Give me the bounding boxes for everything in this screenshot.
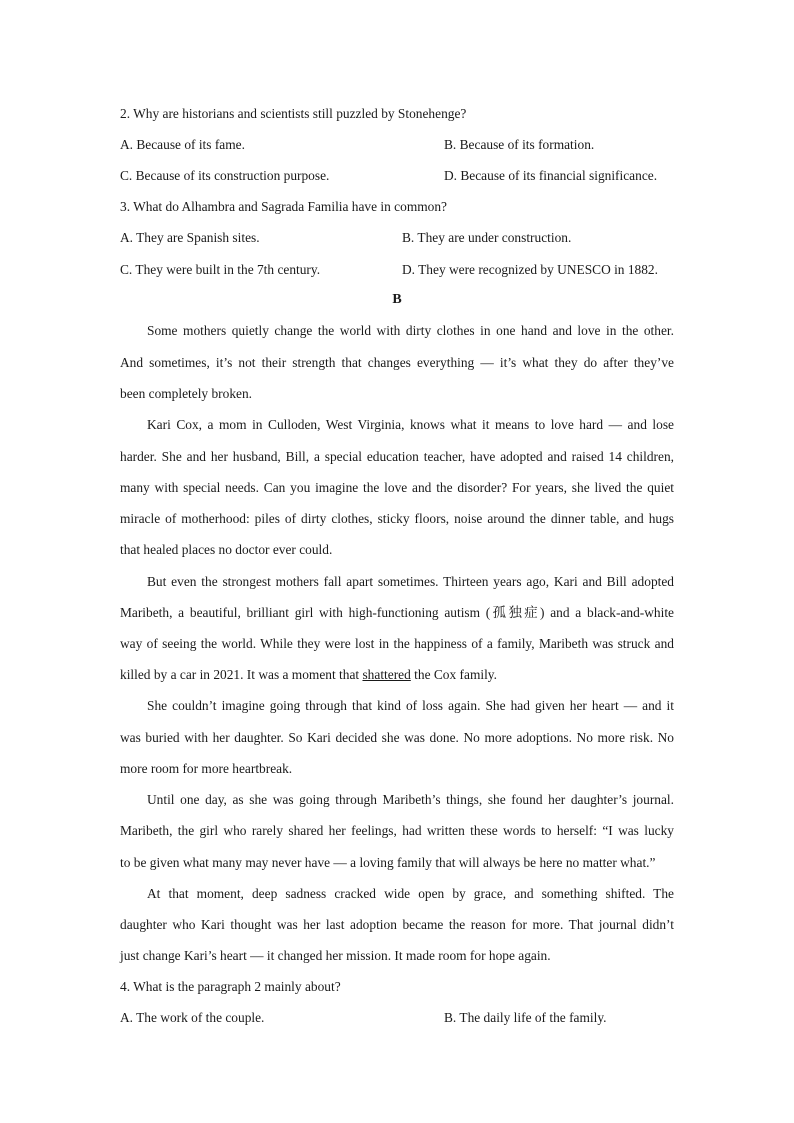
paragraph-2-line: miracle of motherhood: piles of dirty clothes, sticky floors, noise around the dinner table, and hugs bbox=[120, 511, 674, 526]
question-4-stem: 4. What is the paragraph 2 mainly about? bbox=[120, 979, 341, 994]
question-3-option-a: A. They are Spanish sites. bbox=[120, 230, 260, 245]
paragraph-2-line: Kari Cox, a mom in Culloden, West Virginia, knows what it means to love hard — and lose bbox=[147, 417, 674, 432]
question-3-option-c: C. They were built in the 7th century. bbox=[120, 262, 321, 277]
question-4-option-b: B. The daily life of the family. bbox=[444, 1010, 607, 1025]
paragraph-6-line: just change Kari’s heart — it changed her mission. It made room for hope again. bbox=[120, 948, 551, 963]
paragraph-3-line: But even the strongest mothers fall apart sometimes. Thirteen years ago, Kari and Bill adopted bbox=[147, 574, 674, 589]
paragraph-3-text: killed by a car in 2021. It was a moment that bbox=[120, 667, 363, 682]
question-3-option-d: D. They were recognized by UNESCO in 1882. bbox=[402, 262, 658, 277]
paragraph-6-line: At that moment, deep sadness cracked wide open by grace, and something shifted. The bbox=[147, 886, 674, 901]
paragraph-1-line: And sometimes, it’s not their strength that changes everything — it’s what they do after they’ve bbox=[120, 355, 674, 370]
question-4-option-a: A. The work of the couple. bbox=[120, 1010, 265, 1025]
question-2-option-d: D. Because of its financial significance. bbox=[444, 168, 658, 183]
paragraph-3-line bbox=[120, 667, 674, 683]
question-3-option-b: B. They are under construction. bbox=[402, 230, 572, 245]
question-2-option-c: C. Because of its construction purpose. bbox=[120, 168, 330, 183]
underlined-word-shattered: shattered bbox=[362, 667, 411, 682]
paragraph-2-line: many with special needs. Can you imagine the love and the disorder? For years, she lived the quiet bbox=[120, 480, 674, 495]
paragraph-5-line: to be given what many may never have — a loving family that will always be here no matter what.” bbox=[120, 855, 656, 870]
paragraph-4-line: more room for more heartbreak. bbox=[120, 761, 293, 776]
paragraph-1-line: Some mothers quietly change the world with dirty clothes in one hand and love in the other. bbox=[147, 323, 674, 338]
question-2-stem: 2. Why are historians and scientists still puzzled by Stonehenge? bbox=[120, 106, 467, 121]
paragraph-5-line: Maribeth, the girl who rarely shared her feelings, had written these words to herself: “I was lucky bbox=[120, 823, 674, 838]
question-2-option-b: B. Because of its formation. bbox=[444, 137, 595, 152]
paragraph-3-text: the Cox family. bbox=[410, 667, 497, 682]
question-2-option-a: A. Because of its fame. bbox=[120, 137, 245, 152]
paragraph-3-line: Maribeth, a beautiful, brilliant girl with high-functioning autism (孤独症) and a black-and-white bbox=[120, 605, 674, 620]
paragraph-3-line: way of seeing the world. While they were lost in the happiness of a family, Maribeth was struck and bbox=[120, 636, 674, 651]
paragraph-2-line: that healed places no doctor ever could. bbox=[120, 542, 333, 557]
paragraph-5-line: Until one day, as she was going through Maribeth’s things, she found her daughter’s journal. bbox=[147, 792, 674, 807]
paragraph-2-line: harder. She and her husband, Bill, a special education teacher, have adopted and raised 14 children, bbox=[120, 449, 674, 464]
paragraph-4-line: She couldn’t imagine going through that kind of loss again. She had given her heart — and it bbox=[147, 698, 674, 713]
question-3-stem: 3. What do Alhambra and Sagrada Familia have in common? bbox=[120, 199, 447, 214]
section-b-title: B bbox=[392, 292, 402, 307]
paragraph-4-line: was buried with her daughter. So Kari decided she was done. No more adoptions. No more risk. No bbox=[120, 730, 674, 745]
paragraph-1-line: been completely broken. bbox=[120, 386, 252, 401]
paragraph-6-line: daughter who Kari thought was her last adoption became the reason for more. That journal didn’t bbox=[120, 917, 674, 932]
